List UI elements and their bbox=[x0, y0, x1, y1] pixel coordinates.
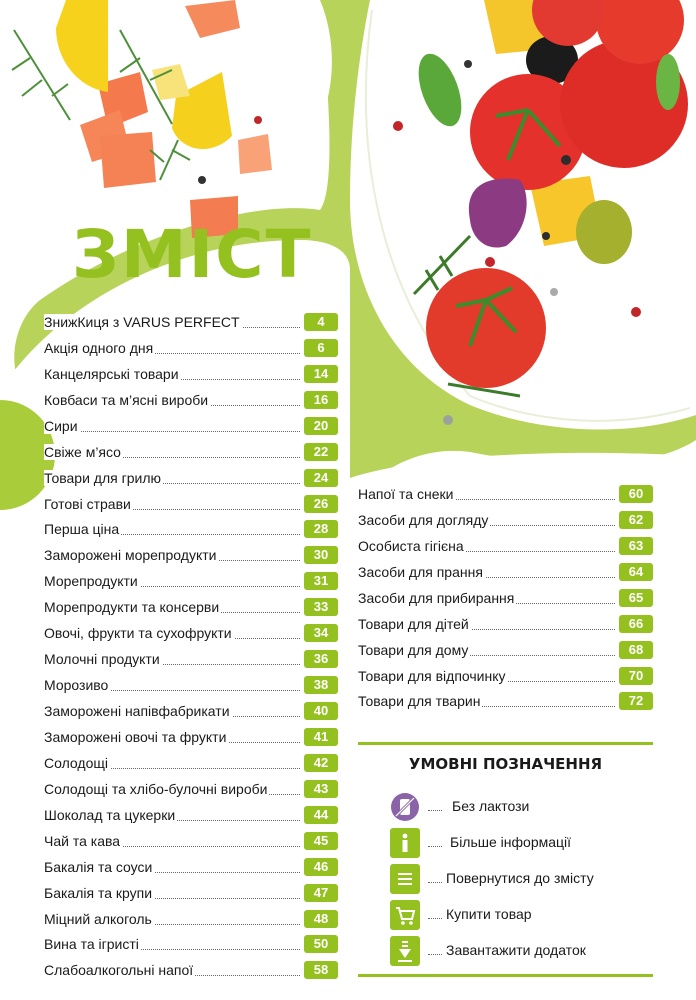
toc-item-label: ЗнижКиця з VARUS PERFECT bbox=[44, 313, 240, 330]
legend-text: Більше інформації bbox=[450, 834, 572, 850]
toc-page-badge[interactable]: 63 bbox=[619, 537, 653, 555]
toc-item[interactable] bbox=[358, 636, 653, 662]
peppercorn-icon bbox=[550, 288, 558, 296]
toc-page-badge[interactable]: 47 bbox=[304, 884, 338, 902]
toc-item[interactable] bbox=[44, 827, 338, 853]
toc-list-right bbox=[358, 480, 653, 713]
legend-dots bbox=[428, 882, 442, 883]
toc-item-label: Заморожені овочі та фрукти bbox=[44, 728, 227, 745]
basil-leaf-icon bbox=[656, 54, 680, 110]
toc-page-badge[interactable]: 70 bbox=[619, 667, 653, 685]
legend-dots bbox=[428, 954, 442, 955]
toc-item[interactable] bbox=[44, 412, 338, 438]
toc-page-badge[interactable]: 16 bbox=[304, 391, 338, 409]
toc-page-badge[interactable]: 6 bbox=[304, 339, 338, 357]
toc-list-left bbox=[44, 308, 338, 982]
toc-item[interactable] bbox=[44, 490, 338, 516]
toc-page-badge[interactable]: 72 bbox=[619, 692, 653, 710]
toc-item[interactable] bbox=[44, 516, 338, 542]
toc-item-label: Канцелярські товари bbox=[44, 365, 179, 382]
toc-page-badge[interactable]: 44 bbox=[304, 806, 338, 824]
toc-item-label: Бакалія та соуси bbox=[44, 858, 153, 875]
toc-item[interactable] bbox=[44, 567, 338, 593]
toc-item[interactable] bbox=[44, 464, 338, 490]
toc-page-badge[interactable]: 36 bbox=[304, 650, 338, 668]
legend-dots bbox=[428, 918, 442, 919]
toc-item-label: Солодощі та хлібо-булочні вироби bbox=[44, 780, 268, 797]
toc-item[interactable] bbox=[44, 386, 338, 412]
green-olive-icon bbox=[576, 200, 632, 264]
toc-page-badge[interactable]: 48 bbox=[304, 910, 338, 928]
legend-item-lactose-free bbox=[390, 792, 660, 822]
toc-page-badge[interactable]: 41 bbox=[304, 728, 338, 746]
toc-item[interactable] bbox=[358, 610, 653, 636]
download-icon bbox=[390, 936, 420, 966]
toc-page-badge[interactable]: 64 bbox=[619, 563, 653, 581]
toc-item[interactable] bbox=[44, 853, 338, 879]
toc-item-label: Засоби для прання bbox=[358, 563, 483, 580]
toc-page-badge[interactable]: 20 bbox=[304, 417, 338, 435]
peppercorn-icon bbox=[464, 60, 472, 68]
toc-item-label: Перша ціна bbox=[44, 521, 120, 538]
toc-page-badge[interactable]: 58 bbox=[304, 961, 338, 979]
toc-item-label: Заморожені морепродукти bbox=[44, 547, 217, 564]
toc-item-label: Заморожені напівфабрикати bbox=[44, 703, 230, 719]
toc-item-label: Морепродукти bbox=[44, 573, 138, 590]
toc-item-label: Особиста гігієна bbox=[358, 537, 464, 554]
toc-page-badge[interactable]: 43 bbox=[304, 780, 338, 798]
peppercorn-icon bbox=[631, 307, 641, 317]
toc-item[interactable] bbox=[44, 334, 338, 360]
toc-item[interactable] bbox=[44, 956, 338, 982]
legend-title: УМОВНІ ПОЗНАЧЕННЯ bbox=[408, 755, 603, 773]
toc-item-label: Слабоалкогольні напої bbox=[44, 962, 194, 979]
toc-page-badge[interactable]: 40 bbox=[304, 702, 338, 720]
salmon-piece-icon bbox=[238, 134, 272, 174]
legend-bottom-divider bbox=[358, 974, 653, 977]
toc-item-label: Міцний алкоголь bbox=[44, 910, 152, 927]
toc-item[interactable] bbox=[44, 593, 338, 619]
peppercorn-icon bbox=[443, 415, 453, 425]
toc-page-badge[interactable]: 68 bbox=[619, 641, 653, 659]
toc-page-badge[interactable]: 31 bbox=[304, 572, 338, 590]
legend-item-buy bbox=[390, 900, 660, 930]
toc-leader-dots bbox=[44, 431, 300, 432]
toc-item[interactable] bbox=[44, 438, 338, 464]
legend-item-info bbox=[390, 828, 660, 858]
toc-item[interactable] bbox=[44, 775, 338, 801]
tomato-icon bbox=[426, 268, 546, 388]
lactose-free-icon bbox=[390, 792, 420, 822]
toc-item-label: Морепродукти та консерви bbox=[44, 599, 220, 616]
toc-item-label: Товари для тварин bbox=[358, 693, 481, 710]
toc-item[interactable] bbox=[358, 558, 653, 584]
toc-item[interactable] bbox=[44, 723, 338, 749]
toc-item[interactable] bbox=[358, 584, 653, 610]
toc-page-badge[interactable]: 62 bbox=[619, 511, 653, 529]
page-title: ЗМІСТ bbox=[72, 216, 313, 293]
toc-item-label: Молочні продукти bbox=[44, 651, 160, 668]
toc-page-badge[interactable]: 50 bbox=[304, 935, 338, 953]
toc-item[interactable] bbox=[44, 541, 338, 567]
peppercorn-icon bbox=[254, 116, 262, 124]
legend-text: Купити товар bbox=[446, 906, 532, 922]
toc-item-label: Солодощі bbox=[44, 754, 108, 771]
toc-item[interactable] bbox=[44, 931, 338, 957]
peppercorn-icon bbox=[485, 257, 495, 267]
toc-item[interactable] bbox=[44, 619, 338, 645]
peppercorn-icon bbox=[542, 232, 550, 240]
toc-page-badge[interactable]: 4 bbox=[304, 313, 338, 331]
toc-item[interactable] bbox=[44, 671, 338, 697]
toc-item-label: Засоби для догляду bbox=[358, 511, 489, 528]
toc-page-badge[interactable]: 26 bbox=[304, 495, 338, 513]
info-icon bbox=[390, 828, 420, 858]
toc-page-badge[interactable]: 22 bbox=[304, 443, 338, 461]
legend-text: Завантажити додаток bbox=[446, 942, 586, 958]
toc-item[interactable] bbox=[44, 645, 338, 671]
toc-item-label: Овочі, фрукти та сухофрукти bbox=[44, 625, 232, 642]
toc-item[interactable] bbox=[44, 308, 338, 334]
legend-dots bbox=[428, 846, 442, 847]
toc-item-label: Вина та ігристі bbox=[44, 936, 139, 953]
toc-page-badge[interactable]: 28 bbox=[304, 520, 338, 538]
menu-list-icon bbox=[390, 864, 420, 894]
toc-item[interactable] bbox=[44, 360, 338, 386]
toc-item-label: Морозиво bbox=[44, 677, 109, 694]
toc-item[interactable] bbox=[44, 749, 338, 775]
toc-page-badge[interactable]: 33 bbox=[304, 598, 338, 616]
salmon-piece-icon bbox=[100, 132, 156, 188]
toc-page-badge[interactable]: 24 bbox=[304, 469, 338, 487]
toc-item-label: Бакалія та крупи bbox=[44, 884, 153, 901]
toc-page-badge[interactable]: 34 bbox=[304, 624, 338, 642]
legend-text: Без лактози bbox=[452, 798, 530, 814]
peppercorn-icon bbox=[561, 155, 571, 165]
toc-item[interactable] bbox=[358, 506, 653, 532]
toc-item-label: Шоколад та цукерки bbox=[44, 806, 176, 823]
toc-item-label: Ковбаси та м’ясні вироби bbox=[44, 391, 209, 408]
toc-page-badge[interactable]: 38 bbox=[304, 676, 338, 694]
toc-item[interactable] bbox=[44, 697, 338, 723]
toc-item-label: Товари для дому bbox=[358, 641, 469, 658]
toc-item-label: Товари для грилю bbox=[44, 469, 161, 486]
toc-item-label: Акція одного дня bbox=[44, 339, 154, 356]
toc-item[interactable] bbox=[358, 688, 653, 714]
toc-item[interactable] bbox=[358, 532, 653, 558]
toc-item-label: Товари для відпочинку bbox=[358, 667, 506, 684]
toc-page-badge[interactable]: 14 bbox=[304, 365, 338, 383]
toc-item[interactable] bbox=[44, 879, 338, 905]
toc-item-label: Сири bbox=[44, 417, 78, 434]
toc-item-label: Свіже м’ясо bbox=[44, 443, 121, 460]
toc-page-badge[interactable]: 65 bbox=[619, 589, 653, 607]
legend-text: Повернутися до змісту bbox=[446, 870, 594, 886]
toc-item-label: Напої та снеки bbox=[358, 485, 454, 502]
toc-page-badge[interactable]: 45 bbox=[304, 832, 338, 850]
toc-item[interactable] bbox=[44, 905, 338, 931]
legend-item-back-to-contents bbox=[390, 864, 660, 894]
toc-page-badge[interactable]: 42 bbox=[304, 754, 338, 772]
toc-item-label: Засоби для прибирання bbox=[358, 589, 515, 606]
toc-page-badge[interactable]: 30 bbox=[304, 546, 338, 564]
toc-page-badge[interactable]: 66 bbox=[619, 615, 653, 633]
toc-page-badge[interactable]: 60 bbox=[619, 485, 653, 503]
peppercorn-icon bbox=[198, 176, 206, 184]
toc-item-label: Чай та кава bbox=[44, 832, 121, 849]
toc-page-badge[interactable]: 46 bbox=[304, 858, 338, 876]
toc-item-label: Товари для дітей bbox=[358, 615, 469, 632]
legend-item-download bbox=[390, 936, 660, 966]
toc-item[interactable] bbox=[44, 801, 338, 827]
toc-item[interactable] bbox=[358, 662, 653, 688]
legend-dots bbox=[428, 810, 442, 811]
toc-item-label: Готові страви bbox=[44, 495, 131, 512]
legend-top-divider bbox=[358, 742, 653, 745]
shopping-cart-icon bbox=[390, 900, 420, 930]
peppercorn-icon bbox=[393, 121, 403, 131]
toc-item[interactable] bbox=[358, 480, 653, 506]
